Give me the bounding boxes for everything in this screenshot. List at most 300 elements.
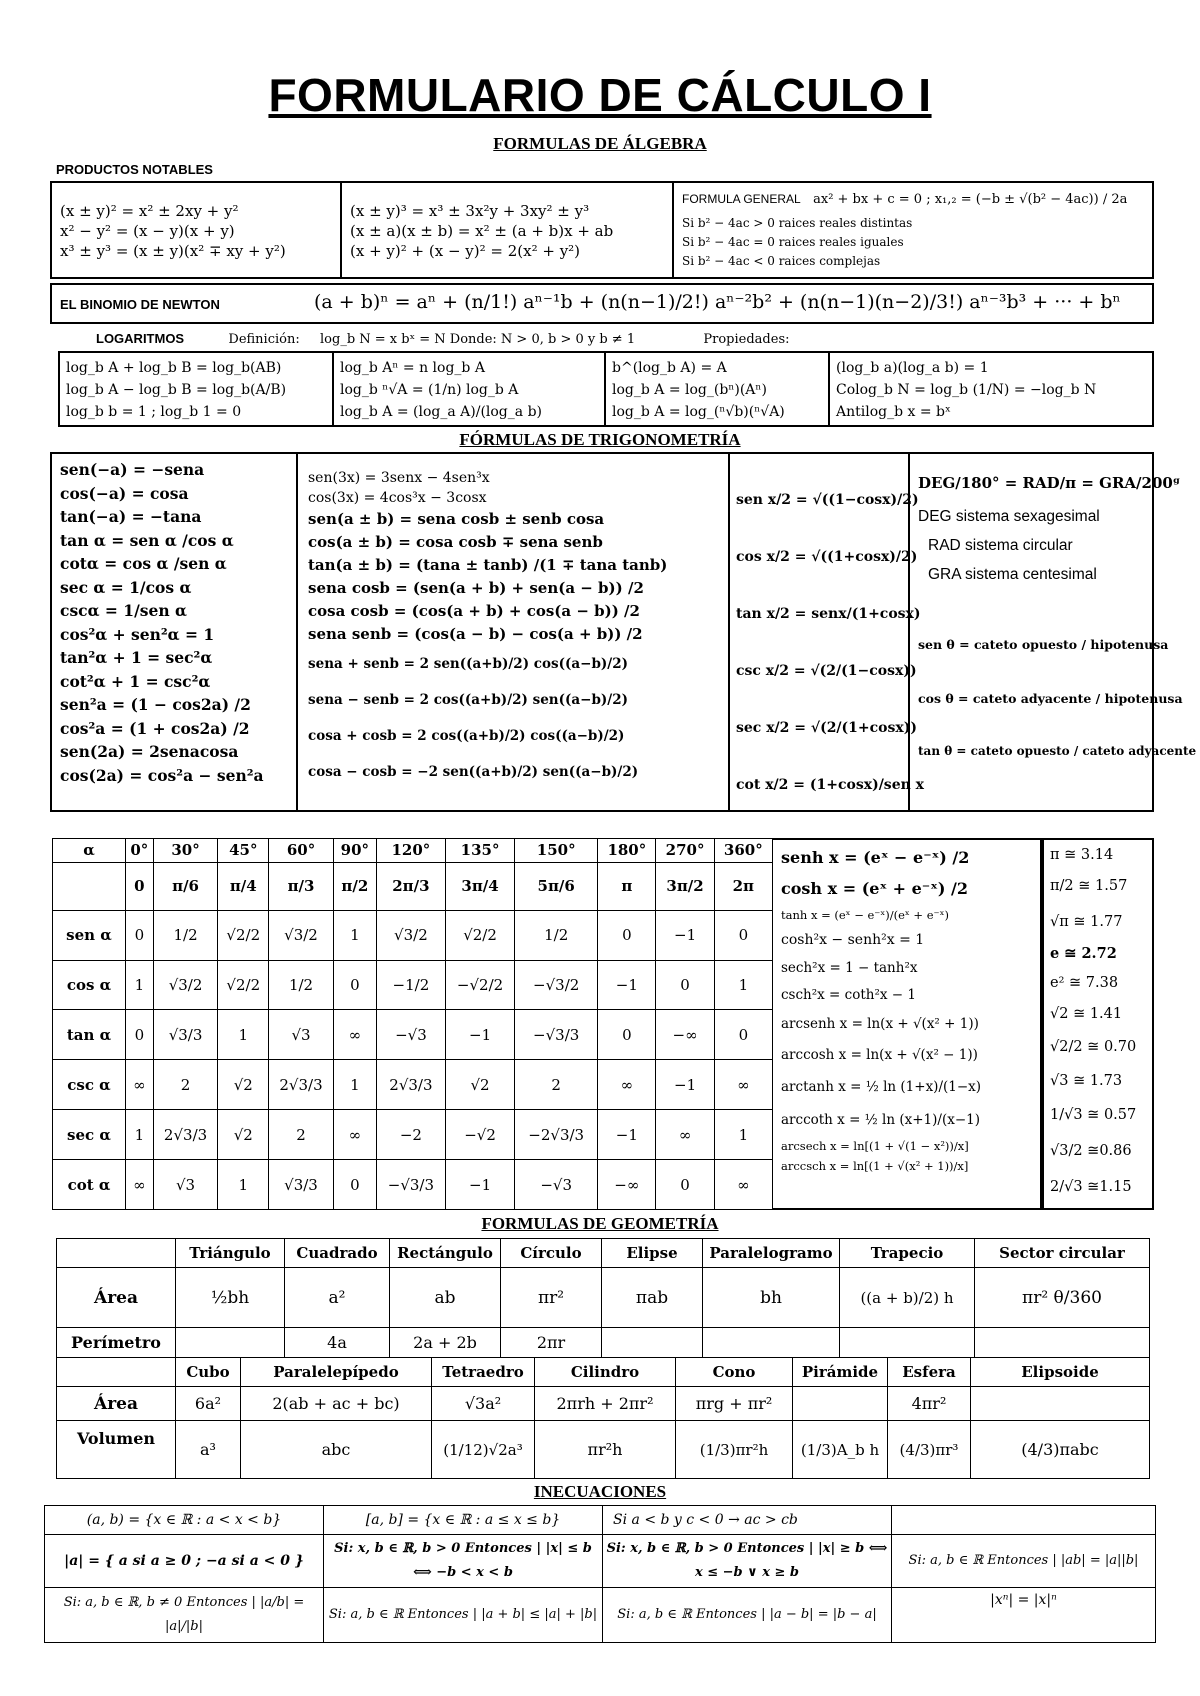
- hyperbolic-identity: arccsch x = ln[(1 + √(x² + 1))/x]: [781, 1159, 969, 1173]
- table-cell: π/3: [269, 862, 334, 910]
- page-title: FORMULARIO DE CÁLCULO I: [268, 69, 932, 121]
- table-row: [53, 910, 773, 960]
- hyperbolic-identity: arccosh x = ln(x + √(x² − 1)): [781, 1047, 978, 1063]
- table-cell: √3: [153, 1160, 218, 1210]
- constants-list: [1050, 842, 1136, 1204]
- table-cell: Si: x, b ∈ ℝ, b > 0 Entonces | |x| ≤ b ⟺ −b < x < b: [324, 1535, 603, 1588]
- table-cell: 1: [218, 1010, 269, 1060]
- table-cell: ∞: [714, 1160, 772, 1210]
- row-label: Área: [57, 1387, 176, 1421]
- row-label: Volumen: [57, 1421, 176, 1479]
- identity: cosa + cosb = 2 cos((a+b)/2) cos((a−b)/2): [308, 728, 625, 744]
- identity: sen(2a) = 2senacosa: [60, 742, 239, 761]
- table-cell: 2: [515, 1060, 598, 1110]
- table-cell: −1/2: [376, 960, 445, 1010]
- table-cell: ½bh: [176, 1268, 285, 1328]
- table-cell: √3/2: [376, 910, 445, 960]
- hyperbolic-identity: cosh x = (eˣ + e⁻ˣ) /2: [781, 879, 968, 898]
- constant: 2/√3 ≅1.15: [1050, 1179, 1132, 1195]
- formula-line: (x + y)² + (x − y)² = 2(x² + y²): [350, 242, 581, 260]
- logs-col1: [66, 357, 286, 423]
- ineq-table: [44, 1505, 1156, 1643]
- table-cell: 0: [598, 1010, 656, 1060]
- formula-line: (x ± a)(x ± b) = x² ± (a + b)x + ab: [350, 222, 614, 240]
- table-cell: a²: [285, 1268, 390, 1328]
- section-geom-heading: FORMULAS DE GEOMETRÍA: [481, 1214, 719, 1233]
- newton-label: EL BINOMIO DE NEWTON: [60, 297, 220, 312]
- constant: e² ≅ 7.38: [1050, 975, 1119, 991]
- table-cell: ∞: [656, 1110, 714, 1160]
- table-cell: 0: [126, 910, 154, 960]
- table-row: [57, 1268, 1150, 1328]
- identity: cos²α + sen²α = 1: [60, 624, 215, 644]
- table-cell: √2/2: [218, 960, 269, 1010]
- table-cell: 4πr²: [888, 1387, 971, 1421]
- table-cell: 2πrh + 2πr²: [535, 1387, 676, 1421]
- identity: sen(3x) = 3senx − 4sen³x: [308, 470, 490, 486]
- constant: e ≅ 2.72: [1050, 945, 1117, 962]
- identity: cosa cosb = (cos(a + b) + cos(a − b)) /2: [308, 602, 640, 620]
- geom-solid-table: [56, 1357, 1150, 1479]
- table-cell: [602, 1328, 703, 1358]
- identity: tan²α + 1 = sec²α: [60, 648, 213, 667]
- table-header-cell: Pirámide: [793, 1358, 888, 1387]
- table-cell: Si: a, b ∈ ℝ Entonces | |a + b| ≤ |a| + |b|: [324, 1588, 603, 1643]
- table-cell: [971, 1387, 1150, 1421]
- table-cell: √3/3: [153, 1010, 218, 1060]
- row-label: cot α: [53, 1160, 126, 1210]
- logs-col2: [340, 357, 542, 423]
- table-row: [53, 1110, 773, 1160]
- identity: cot²α + 1 = csc²α: [60, 671, 211, 691]
- table-cell: √2: [218, 1060, 269, 1110]
- section-algebra-heading: FORMULAS DE ÁLGEBRA: [493, 134, 707, 153]
- hyperbolic-identity: arccoth x = ½ ln (x+1)/(x−1): [781, 1112, 980, 1128]
- table-cell: 3π/4: [445, 862, 514, 910]
- table-cell: 1: [333, 910, 376, 960]
- logs-box: [58, 351, 1154, 427]
- table-header-cell: 30°: [153, 839, 218, 863]
- table-row: [45, 1506, 1156, 1535]
- constant: π ≅ 3.14: [1050, 847, 1114, 863]
- table-cell: (1/3)A_b h: [793, 1421, 888, 1479]
- half-angle: sen x/2 = √((1−cosx)/2): [736, 492, 919, 508]
- half-angle: sec x/2 = √(2/(1+cosx)): [736, 720, 917, 736]
- table-header-cell: Paralelogramo: [703, 1239, 840, 1268]
- table-header-cell: Rectángulo: [390, 1239, 501, 1268]
- table-row: [53, 839, 773, 863]
- formula-line: (x ± y)³ = x³ ± 3x²y + 3xy² ± y³: [350, 202, 590, 220]
- table-header-cell: Cilindro: [535, 1358, 676, 1387]
- trig-col4: [918, 464, 1197, 777]
- formula-line: log_b A + log_b B = log_b(AB): [66, 360, 282, 376]
- table-cell: 0: [126, 1010, 154, 1060]
- table-cell: −1: [598, 1110, 656, 1160]
- table-cell: 1/2: [269, 960, 334, 1010]
- table-cell: (4/3)πabc: [971, 1421, 1150, 1479]
- unit-desc: RAD sistema circular: [928, 537, 1073, 554]
- table-cell: 1: [126, 1110, 154, 1160]
- productos-box: [50, 181, 1154, 279]
- table-cell: √2: [445, 1060, 514, 1110]
- table-header-cell: 270°: [656, 839, 714, 863]
- table-header-cell: Trapecio: [840, 1239, 975, 1268]
- table-header-cell: α: [53, 839, 126, 863]
- table-cell: −√3/3: [515, 1010, 598, 1060]
- table-cell: [793, 1387, 888, 1421]
- table-header-cell: Elipse: [602, 1239, 703, 1268]
- constant: √2 ≅ 1.41: [1050, 1006, 1123, 1022]
- table-cell: 2√3/3: [153, 1110, 218, 1160]
- unit-conversion: DEG/180° = RAD/π = GRA/200ᵍ: [918, 474, 1181, 492]
- hyperbolic-identity: csch²x = coth²x − 1: [781, 987, 916, 1003]
- identity: tan(a ± b) = (tana ± tanb) /(1 ∓ tana tanb): [308, 556, 668, 574]
- newton-box: [50, 283, 1154, 324]
- table-header-cell: 150°: [515, 839, 598, 863]
- constant: √2/2 ≅ 0.70: [1050, 1039, 1137, 1055]
- hyperbolic-list: [781, 842, 981, 1176]
- formula-general: [682, 185, 1148, 271]
- table-cell: 3π/2: [656, 862, 714, 910]
- table-header-cell: Triángulo: [176, 1239, 285, 1268]
- row-label: csc α: [53, 1060, 126, 1110]
- table-header-cell: Elipsoide: [971, 1358, 1150, 1387]
- ratio-def: tan θ = cateto opuesto / cateto adyacente: [918, 744, 1197, 758]
- formula-line: Antilog_b x = bˣ: [836, 404, 951, 420]
- productos-label: PRODUCTOS NOTABLES: [56, 162, 213, 177]
- table-row: [53, 960, 773, 1010]
- table-cell: [703, 1328, 840, 1358]
- table-cell: ∞: [126, 1060, 154, 1110]
- table-cell: Si: x, b ∈ ℝ, b > 0 Entonces | |x| ≥ b ⟺ x ≤ −b ∨ x ≥ b: [603, 1535, 892, 1588]
- constants-box: [1042, 838, 1154, 1210]
- table-cell: −√3/2: [515, 960, 598, 1010]
- table-cell: (a, b) = {x ∈ ℝ : a < x < b}: [45, 1506, 324, 1535]
- table-cell: π: [598, 862, 656, 910]
- identity: sena senb = (cos(a − b) − cos(a + b)) /2: [308, 625, 643, 643]
- table-header-cell: [57, 1358, 176, 1387]
- table-cell: 0: [126, 862, 154, 910]
- hyperbolic-identity: cosh²x − senh²x = 1: [781, 932, 925, 948]
- table-cell: |a| = { a si a ≥ 0 ; −a si a < 0 }: [45, 1535, 324, 1588]
- table-cell: √3/2: [269, 910, 334, 960]
- table-header-cell: 45°: [218, 839, 269, 863]
- formula-general-eq: ax² + bx + c = 0 ; x₁,₂ = (−b ± √(b² − 4ac)) / 2a: [813, 192, 1128, 207]
- identity: cos(−a) = cosa: [60, 483, 189, 503]
- table-cell: 1: [333, 1060, 376, 1110]
- table-cell: [a, b] = {x ∈ ℝ : a ≤ x ≤ b}: [324, 1506, 603, 1535]
- table-cell: ab: [390, 1268, 501, 1328]
- table-cell: [53, 862, 126, 910]
- table-cell: −1: [445, 1010, 514, 1060]
- table-cell: 0: [656, 1160, 714, 1210]
- log-label: LOGARITMOS: [96, 331, 185, 346]
- row-label: sen α: [53, 910, 126, 960]
- table-cell: |xⁿ| = |x|ⁿ: [892, 1588, 1156, 1643]
- table-cell: 2πr: [501, 1328, 602, 1358]
- table-cell: [176, 1328, 285, 1358]
- table-cell: 1: [714, 960, 772, 1010]
- logs-col4: [836, 357, 1096, 423]
- table-row: [45, 1535, 1156, 1588]
- formula-line: log_b Aⁿ = n log_b A: [340, 360, 485, 376]
- productos-col2: [350, 201, 613, 261]
- table-cell: ∞: [126, 1160, 154, 1210]
- identity: tan(−a) = −tana: [60, 507, 202, 526]
- identity: sen²a = (1 − cos2a) /2: [60, 695, 251, 714]
- table-cell: (1/12)√2a³: [432, 1421, 535, 1479]
- log-props-label: Propiedades:: [703, 332, 790, 347]
- row-label: tan α: [53, 1010, 126, 1060]
- table-cell: π/2: [333, 862, 376, 910]
- table-header-cell: 0°: [126, 839, 154, 863]
- discriminant-case: Si b² − 4ac = 0 raices reales iguales: [682, 235, 904, 249]
- identity: cotα = cos α /sen α: [60, 554, 227, 573]
- trig-identities-box: [50, 452, 1197, 812]
- hyperbolic-identity: sech²x = 1 − tanh²x: [781, 960, 918, 976]
- table-cell: [840, 1328, 975, 1358]
- hyperbolic-identity: arctanh x = ½ ln (1+x)/(1−x): [781, 1079, 982, 1095]
- table-cell: √3a²: [432, 1387, 535, 1421]
- table-cell: 2: [269, 1110, 334, 1160]
- section-ineq-heading: INECUACIONES: [533, 1482, 667, 1501]
- table-cell: 1/2: [515, 910, 598, 960]
- trig-col1: [60, 458, 264, 787]
- constant: √3 ≅ 1.73: [1050, 1073, 1123, 1089]
- table-cell: −1: [656, 910, 714, 960]
- table-cell: Si a < b y c < 0 → ac > cb: [603, 1506, 892, 1535]
- table-header-cell: Cuadrado: [285, 1239, 390, 1268]
- trig-col3: [736, 472, 924, 814]
- table-header-cell: 120°: [376, 839, 445, 863]
- ratio-def: sen θ = cateto opuesto / hipotenusa: [918, 637, 1169, 652]
- table-cell: √2/2: [445, 910, 514, 960]
- geom-plane-table: [56, 1238, 1150, 1358]
- table-cell: 0: [333, 960, 376, 1010]
- formula-line: log_b A = log_(bⁿ)(Aⁿ): [612, 382, 767, 398]
- identity: sen(−a) = −sena: [60, 460, 205, 479]
- table-cell: π/6: [153, 862, 218, 910]
- formula-line: b^(log_b A) = A: [612, 360, 727, 376]
- table-row: [53, 1010, 773, 1060]
- hyperbolic-identity: arcsenh x = ln(x + √(x² + 1)): [781, 1016, 979, 1032]
- constant: √π ≅ 1.77: [1050, 914, 1123, 930]
- table-cell: 0: [656, 960, 714, 1010]
- identity: cosa − cosb = −2 sen((a+b)/2) sen((a−b)/2): [308, 764, 639, 780]
- hyperbolic-identity: senh x = (eˣ − e⁻ˣ) /2: [781, 848, 970, 867]
- table-cell: −√3/3: [376, 1160, 445, 1210]
- table-cell: −1: [445, 1160, 514, 1210]
- table-cell: [975, 1328, 1150, 1358]
- table-row: [53, 862, 773, 910]
- formula-line: log_b ⁿ√A = (1/n) log_b A: [340, 382, 519, 398]
- table-row: [53, 1160, 773, 1210]
- formula-general-label: FORMULA GENERAL: [682, 192, 801, 206]
- row-label: Área: [57, 1268, 176, 1328]
- table-cell: ((a + b)/2) h: [840, 1268, 975, 1328]
- table-cell: (1/3)πr²h: [676, 1421, 793, 1479]
- identity: cos(3x) = 4cos³x − 3cosx: [308, 490, 487, 506]
- identity: sec α = 1/cos α: [60, 577, 192, 597]
- table-header-cell: Cono: [676, 1358, 793, 1387]
- log-def: log_b N = x bˣ = N Donde: N > 0, b > 0 y b ≠ 1: [320, 332, 636, 347]
- half-angle: csc x/2 = √(2/(1−cosx)): [736, 663, 917, 679]
- productos-col1: [60, 201, 286, 261]
- table-row: [57, 1387, 1150, 1421]
- table-header-cell: Cubo: [176, 1358, 241, 1387]
- table-cell: (4/3)πr³: [888, 1421, 971, 1479]
- row-label: sec α: [53, 1110, 126, 1160]
- table-cell: 0: [333, 1160, 376, 1210]
- half-angle: cot x/2 = (1+cosx)/sen x: [736, 777, 924, 793]
- log-def-label: Definición:: [228, 332, 300, 347]
- table-cell: 2: [153, 1060, 218, 1110]
- table-cell: [892, 1506, 1156, 1535]
- table-cell: √2: [218, 1110, 269, 1160]
- hyperbolic-box: [773, 838, 1042, 1210]
- table-cell: −1: [598, 960, 656, 1010]
- table-cell: 2π/3: [376, 862, 445, 910]
- table-row: [45, 1588, 1156, 1643]
- table-cell: πrg + πr²: [676, 1387, 793, 1421]
- identity: sen(a ± b) = sena cosb ± senb cosa: [308, 510, 605, 528]
- table-cell: πab: [602, 1268, 703, 1328]
- table-cell: 1/2: [153, 910, 218, 960]
- table-cell: 2π: [714, 862, 772, 910]
- discriminant-case: Si b² − 4ac < 0 raices complejas: [682, 254, 881, 268]
- table-cell: 0: [714, 1010, 772, 1060]
- table-cell: −2√3/3: [515, 1110, 598, 1160]
- table-header-cell: Sector circular: [975, 1239, 1150, 1268]
- table-cell: ∞: [333, 1010, 376, 1060]
- identity: tan α = sen α /cos α: [60, 530, 234, 550]
- table-cell: 1: [126, 960, 154, 1010]
- identity: sena cosb = (sen(a + b) + sen(a − b)) /2: [308, 579, 644, 597]
- formula-line: x² − y² = (x − y)(x + y): [60, 222, 235, 240]
- formula-line: log_b A = log_(ⁿ√b)(ⁿ√A): [612, 404, 785, 420]
- table-cell: 5π/6: [515, 862, 598, 910]
- table-header-cell: 360°: [714, 839, 772, 863]
- table-cell: Si: a, b ∈ ℝ, b ≠ 0 Entonces | |a/b| = |a|/|b|: [45, 1588, 324, 1643]
- table-cell: ∞: [714, 1060, 772, 1110]
- table-cell: √3: [269, 1010, 334, 1060]
- table-cell: ∞: [598, 1060, 656, 1110]
- table-cell: πr²h: [535, 1421, 676, 1479]
- table-cell: 6a²: [176, 1387, 241, 1421]
- formula-line: x³ ± y³ = (x ± y)(x² ∓ xy + y²): [60, 242, 286, 260]
- table-cell: −√3: [376, 1010, 445, 1060]
- formula-line: log_b A − log_b B = log_b(A/B): [66, 382, 287, 398]
- ratio-def: cos θ = cateto adyacente / hipotenusa: [918, 691, 1183, 706]
- hyperbolic-identity: tanh x = (eˣ − e⁻ˣ)/(eˣ + e⁻ˣ): [781, 908, 949, 922]
- identity: cscα = 1/sen α: [60, 601, 187, 620]
- table-row: [57, 1358, 1150, 1387]
- table-cell: 4a: [285, 1328, 390, 1358]
- table-cell: −1: [656, 1060, 714, 1110]
- table-cell: 2(ab + ac + bc): [241, 1387, 432, 1421]
- table-row: [53, 1060, 773, 1110]
- table-cell: 2a + 2b: [390, 1328, 501, 1358]
- unit-desc: DEG sistema sexagesimal: [918, 508, 1100, 525]
- table-cell: π/4: [218, 862, 269, 910]
- half-angle: tan x/2 = senx/(1+cosx): [736, 606, 921, 622]
- table-cell: 0: [598, 910, 656, 960]
- table-cell: a³: [176, 1421, 241, 1479]
- table-cell: −∞: [598, 1160, 656, 1210]
- discriminant-case: Si b² − 4ac > 0 raices reales distintas: [682, 216, 913, 230]
- identity: cos(a ± b) = cosa cosb ∓ sena senb: [308, 533, 603, 551]
- constant: √3/2 ≅0.86: [1050, 1143, 1132, 1159]
- trig-values-body: [53, 910, 773, 1209]
- logs-col3: [612, 357, 785, 423]
- table-row: [57, 1421, 1150, 1479]
- half-angle: cos x/2 = √((1+cosx)/2): [736, 549, 918, 565]
- identity: cos(2a) = cos²a − sen²a: [60, 765, 264, 785]
- formula-line: Colog_b N = log_b (1/N) = −log_b N: [836, 382, 1097, 398]
- constant: π/2 ≅ 1.57: [1050, 878, 1128, 894]
- table-cell: 2√3/3: [269, 1060, 334, 1110]
- table-cell: 1: [714, 1110, 772, 1160]
- table-header-cell: Tetraedro: [432, 1358, 535, 1387]
- table-cell: πr² θ/360: [975, 1268, 1150, 1328]
- trig-values-table: [52, 838, 773, 1210]
- table-cell: πr²: [501, 1268, 602, 1328]
- row-label: Perímetro: [57, 1328, 176, 1358]
- table-cell: √3/2: [153, 960, 218, 1010]
- identity: sena + senb = 2 sen((a+b)/2) cos((a−b)/2): [308, 656, 628, 672]
- row-label: cos α: [53, 960, 126, 1010]
- identity: cos²a = (1 + cos2a) /2: [60, 718, 250, 738]
- formula-line: (log_b a)(log_a b) = 1: [836, 360, 989, 376]
- newton-formula: (a + b)ⁿ = aⁿ + (n/1!) aⁿ⁻¹b + (n(n−1)/2!) aⁿ⁻²b² + (n(n−1)(n−2)/3!) aⁿ⁻³b³ + ··· + bⁿ: [314, 291, 1121, 313]
- table-cell: −∞: [656, 1010, 714, 1060]
- table-cell: Si: a, b ∈ ℝ Entonces | |a − b| = |b − a|: [603, 1588, 892, 1643]
- formula-line: log_b b = 1 ; log_b 1 = 0: [66, 404, 242, 420]
- table-header-cell: 135°: [445, 839, 514, 863]
- hyperbolic-identity: arcsech x = ln[(1 + √(1 − x²))/x]: [781, 1139, 969, 1153]
- table-header-cell: [57, 1239, 176, 1268]
- table-row: [57, 1328, 1150, 1358]
- formula-line: (x ± y)² = x² ± 2xy + y²: [60, 202, 239, 220]
- formula-line: log_b A = (log_a A)/(log_a b): [340, 404, 542, 420]
- table-cell: −√2: [445, 1110, 514, 1160]
- identity: sena − senb = 2 cos((a+b)/2) sen((a−b)/2): [308, 692, 628, 708]
- table-cell: Si: a, b ∈ ℝ Entonces | |ab| = |a||b|: [892, 1535, 1156, 1588]
- table-cell: −√3: [515, 1160, 598, 1210]
- log-header: [96, 330, 1156, 349]
- table-cell: √2/2: [218, 910, 269, 960]
- table-header-cell: Esfera: [888, 1358, 971, 1387]
- table-cell: ∞: [333, 1110, 376, 1160]
- table-cell: √3/3: [269, 1160, 334, 1210]
- table-row: [57, 1239, 1150, 1268]
- table-header-cell: 180°: [598, 839, 656, 863]
- section-trig-heading: FÓRMULAS DE TRIGONOMETRÍA: [459, 430, 741, 449]
- table-cell: 0: [714, 910, 772, 960]
- table-cell: bh: [703, 1268, 840, 1328]
- table-cell: −√2/2: [445, 960, 514, 1010]
- table-header-cell: 60°: [269, 839, 334, 863]
- table-cell: 2√3/3: [376, 1060, 445, 1110]
- trig-col2: [308, 468, 667, 790]
- table-cell: −2: [376, 1110, 445, 1160]
- unit-desc: GRA sistema centesimal: [928, 566, 1097, 583]
- table-header-cell: Círculo: [501, 1239, 602, 1268]
- table-cell: 1: [218, 1160, 269, 1210]
- table-cell: abc: [241, 1421, 432, 1479]
- table-header-cell: Paralelepípedo: [241, 1358, 432, 1387]
- table-header-cell: 90°: [333, 839, 376, 863]
